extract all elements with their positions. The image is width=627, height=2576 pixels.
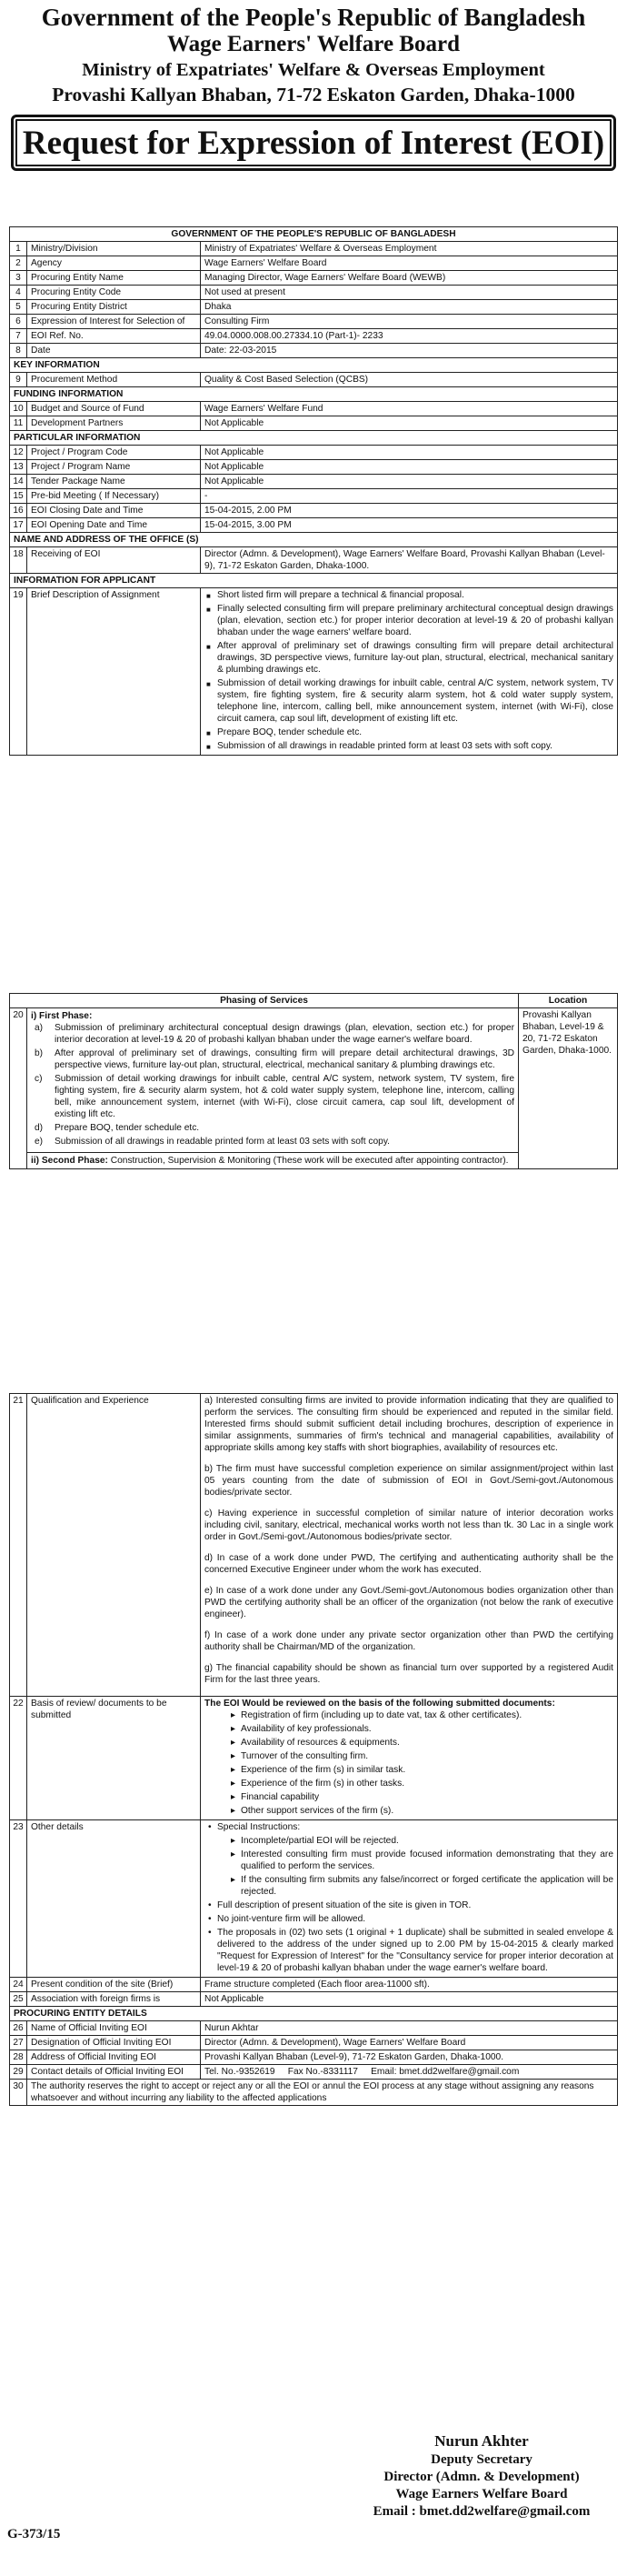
list-item: ■ Prepare BOQ, tender schedule etc. bbox=[217, 727, 613, 738]
qualification-content bbox=[201, 1394, 618, 1697]
second-phase bbox=[27, 1152, 518, 1167]
phasing-content bbox=[27, 1008, 519, 1169]
row-label: Qualification and Experience bbox=[27, 1394, 201, 1697]
ministry-heading: Ministry of Expatriates' Welfare & Overseas Employment bbox=[82, 60, 545, 80]
special-instructions-label: • Special Instructions: bbox=[217, 1821, 613, 1833]
review-heading: The EOI Would be reviewed on the basis of the following submitted documents: bbox=[204, 1699, 555, 1709]
row-value: Managing Director, Wage Earners' Welfare Board (WEWB) bbox=[201, 271, 618, 286]
signatory-designation: Director (Admn. & Development) bbox=[383, 2470, 580, 2484]
row-number: 3 bbox=[10, 271, 27, 286]
row-value: Nurun Akhtar bbox=[201, 2021, 618, 2036]
requirements-table bbox=[9, 1393, 618, 2106]
eoi-banner: Request for Expression of Interest (EOI) bbox=[11, 115, 616, 171]
table-row bbox=[10, 518, 618, 533]
row-number: 11 bbox=[10, 416, 27, 431]
row-number: 22 bbox=[10, 1697, 27, 1820]
row-label: Procuring Entity Name bbox=[27, 271, 201, 286]
row-number: 18 bbox=[10, 547, 27, 574]
signatory-name: Nurun Akhter bbox=[434, 2432, 529, 2450]
table-row bbox=[10, 256, 618, 271]
list-item: ▸ Incomplete/partial EOI will be rejected. bbox=[241, 1835, 613, 1847]
qualification-paragraph: b) The firm must have successful completion experience on similar assignment/project within last 05 years counting from the date of submission of EOI in Govt./Semi-govt./Autonomous bodies/private sector. bbox=[204, 1464, 613, 1498]
signatory-email: Email : bmet.dd2welfare@gmail.com bbox=[373, 2504, 591, 2519]
row-label: Basis of review/ documents to be submitted bbox=[27, 1697, 201, 1820]
row-number: 15 bbox=[10, 489, 27, 504]
location-title: Location bbox=[519, 994, 618, 1008]
review-basis-content bbox=[201, 1697, 618, 1820]
row-value: Frame structure completed (Each floor area-11000 sft). bbox=[201, 1978, 618, 1992]
row-value: - bbox=[201, 489, 618, 504]
list-item: ▸ Availability of key professionals. bbox=[241, 1723, 613, 1735]
second-phase-label: ii) Second Phase: bbox=[31, 1156, 108, 1166]
table-row bbox=[10, 504, 618, 518]
row-value: Wage Earners' Welfare Board bbox=[201, 256, 618, 271]
phase-item-text: Prepare BOQ, tender schedule etc. bbox=[55, 1123, 200, 1133]
row-number: 13 bbox=[10, 460, 27, 475]
row-number: 28 bbox=[10, 2050, 27, 2065]
phase-item bbox=[35, 1122, 514, 1136]
list-item: ■ After approval of preliminary set of drawings consulting firm will prepare detail architectural drawings, 3D perspective views, furniture lay-out plan, structural, electrical, mechanical sanitary & plumbing drawings etc. bbox=[217, 640, 613, 676]
row-label: Address of Official Inviting EOI bbox=[27, 2050, 201, 2065]
phase-item-key: c) bbox=[35, 1074, 43, 1084]
location-value: Provashi Kallyan Bhaban, Level-19 & 20, 71-72 Eskaton Garden, Dhaka-1000. bbox=[519, 1008, 618, 1169]
row-label: Project / Program Code bbox=[27, 446, 201, 460]
row-value: Not Applicable bbox=[201, 1992, 618, 2007]
table-row bbox=[10, 1820, 618, 1978]
phase-item-text: Submission of all drawings in readable printed form at least 03 sets with soft copy. bbox=[55, 1137, 391, 1147]
row-value: Date: 22-03-2015 bbox=[201, 344, 618, 358]
row-label: Procurement Method bbox=[27, 373, 201, 387]
qualification-paragraph: g) The financial capability should be shown as financial turn over supported by a registered Audit Firm for the last three years. bbox=[204, 1663, 613, 1685]
table-row bbox=[10, 475, 618, 489]
table-row bbox=[10, 373, 618, 387]
row-label: Project / Program Name bbox=[27, 460, 201, 475]
list-item: ▸ Availability of resources & equipments. bbox=[241, 1737, 613, 1749]
row-label: Other details bbox=[27, 1820, 201, 1978]
row-number: 23 bbox=[10, 1820, 27, 1978]
signature-block bbox=[345, 2431, 618, 2521]
row-label: EOI Opening Date and Time bbox=[27, 518, 201, 533]
qualification-paragraph: c) Having experience in successful completion of similar nature of interior decoration works including civil, sanitary, electrical, mechanical works worth not less than tk. 30 Lac in a single work order in Govt./Semi-govt./Autonomous bodies/private sector. bbox=[204, 1509, 613, 1542]
table-row bbox=[10, 2021, 618, 2036]
table-row bbox=[10, 446, 618, 460]
table-row bbox=[10, 315, 618, 329]
table-row bbox=[10, 1394, 618, 1697]
list-item: ▸ Turnover of the consulting firm. bbox=[241, 1750, 613, 1762]
row-number: 29 bbox=[10, 2065, 27, 2080]
list-item: ■ Submission of detail working drawings for inbuilt cable, central A/C system, network system, TV system, fire fighting system, fire & security alarm system, hot & cold water supply system, telephone line, intercom, calling bell, mike announcement system, internet (with Wi-Fi), close circuit camera, cap soul lift, development of existing lift etc. bbox=[217, 677, 613, 725]
list-item: ▸ Financial capability bbox=[241, 1791, 613, 1803]
qualification-paragraph: f) In case of a work done under any private sector organization other than PWD the certifying authority shall be Chairman/MD of the organization. bbox=[204, 1630, 613, 1652]
g-number: G-373/15 bbox=[7, 2527, 61, 2541]
row-label: Development Partners bbox=[27, 416, 201, 431]
list-item: ▸ Experience of the firm (s) in other tasks. bbox=[241, 1778, 613, 1789]
row-label: Pre-bid Meeting ( If Necessary) bbox=[27, 489, 201, 504]
table-row bbox=[10, 402, 618, 416]
row-value: 15-04-2015, 2.00 PM bbox=[201, 504, 618, 518]
qualification-paragraph: e) In case of a work done under any Govt./Semi-govt./Autonomous bodies organization other than PWD the certifying authority shall be an officer of the organization (not below the rank of executive engineer). bbox=[204, 1586, 613, 1619]
row-value: Not Applicable bbox=[201, 460, 618, 475]
qualification-paragraph: d) In case of a work done under PWD, The certifying and authenticating authority shall be the concerned Executive Engineer under whom the work has executed. bbox=[204, 1553, 613, 1575]
section-particular-information: PARTICULAR INFORMATION bbox=[10, 431, 618, 446]
table-row bbox=[10, 271, 618, 286]
table-row bbox=[10, 416, 618, 431]
other-details-content bbox=[201, 1820, 618, 1978]
row-label: Expression of Interest for Selection of bbox=[27, 315, 201, 329]
row-number: 27 bbox=[10, 2036, 27, 2050]
row-number: 4 bbox=[10, 286, 27, 300]
row-value: Quality & Cost Based Selection (QCBS) bbox=[201, 373, 618, 387]
phase-item-text: Submission of detail working drawings for inbuilt cable, central A/C system, network system, TV system, fire fighting system, fire & security alarm system, hot & cold water supply system, telephone line, intercom, calling bell, mike announcement system, internet (with Wi-Fi), close circuit camera, cap soul lift, development of existing lift etc. bbox=[55, 1074, 514, 1119]
table-row bbox=[10, 489, 618, 504]
table-row bbox=[10, 2036, 618, 2050]
row-number: 1 bbox=[10, 242, 27, 256]
signatory-title: Deputy Secretary bbox=[431, 2452, 532, 2467]
row-value: Ministry of Expatriates' Welfare & Overseas Employment bbox=[201, 242, 618, 256]
row-value: Provashi Kallyan Bhaban (Level-9), 71-72 Eskaton Garden, Dhaka-1000. bbox=[201, 2050, 618, 2065]
row-number: 14 bbox=[10, 475, 27, 489]
row-label: Date bbox=[27, 344, 201, 358]
board-heading: Wage Earners' Welfare Board bbox=[167, 32, 460, 56]
row-value: Dhaka bbox=[201, 300, 618, 315]
phasing-title: Phasing of Services bbox=[10, 994, 519, 1008]
row-label: Receiving of EOI bbox=[27, 547, 201, 574]
table-row bbox=[10, 2065, 618, 2080]
list-item: • The proposals in (02) two sets (1 original + 1 duplicate) shall be submitted in sealed envelope & delivered to the address of the under signed up to 2.00 PM by 15-04-2015 & clearly marked "Request for Expression of Interest" for the "Consultancy service for proper interior decoration at level-19 & 20 of probashi kallyan bhaban under the wage earner's welfare board. bbox=[217, 1927, 613, 1974]
list-item: ▸ If the consulting firm submits any false/incorrect or forged certificate the application will be rejected. bbox=[241, 1874, 613, 1898]
row-number: 10 bbox=[10, 402, 27, 416]
phase-item-text: After approval of preliminary set of drawings, consulting firm will prepare detail architectural drawings, 3D perspective views, furniture lay-out plan, structural, electrical, mechanical sanitary & plumbing drawings etc. bbox=[55, 1048, 514, 1070]
row-number: 17 bbox=[10, 518, 27, 533]
table-row bbox=[10, 344, 618, 358]
table-row bbox=[10, 588, 618, 756]
row-label: Procuring Entity District bbox=[27, 300, 201, 315]
row-label: EOI Ref. No. bbox=[27, 329, 201, 344]
first-phase-label: i) First Phase: bbox=[31, 1011, 93, 1021]
row-label: Present condition of the site (Brief) bbox=[27, 1978, 201, 1992]
table-row bbox=[10, 242, 618, 256]
phase-item bbox=[35, 1047, 514, 1073]
list-item: • Full description of present situation of the site is given in TOR. bbox=[217, 1899, 613, 1911]
eoi-advertisement bbox=[0, 4, 627, 2576]
list-item: ■ Submission of all drawings in readable printed form at least 03 sets with soft copy. bbox=[217, 740, 613, 752]
row-number: 26 bbox=[10, 2021, 27, 2036]
qualification-paragraph: a) Interested consulting firms are invited to provide information indicating that they are qualified to perform the services. The consulting firm should be experienced and reputed in the similar field. Interested firms should submit sufficient detail including brochures, description of experience in similar assignments, summaries of firm's technical and managerial capabilities, availability of appropriate skills among key staffs with short biographies, availability of resources etc. bbox=[204, 1396, 613, 1453]
phase-item-key: a) bbox=[35, 1023, 44, 1033]
row-label: Budget and Source of Fund bbox=[27, 402, 201, 416]
list-item: ▸ Other support services of the firm (s). bbox=[241, 1805, 613, 1817]
table-row bbox=[10, 547, 618, 574]
row-value: 49.04.0000.008.00.27334.10 (Part-1)- 2233 bbox=[201, 329, 618, 344]
row-label: Contact details of Official Inviting EOI bbox=[27, 2065, 201, 2080]
row-label: Agency bbox=[27, 256, 201, 271]
row-number: 30 bbox=[10, 2080, 27, 2106]
table-row bbox=[10, 1697, 618, 1820]
authority-reservation: The authority reserves the right to accept or reject any or all the EOI or annul the EOI process at any stage without assigning any reasons whatsoever and without incurring any liability to the affected applications bbox=[27, 2080, 618, 2106]
row-label: Association with foreign firms is bbox=[27, 1992, 201, 2007]
phase-item bbox=[35, 1022, 514, 1047]
row-label: EOI Closing Date and Time bbox=[27, 504, 201, 518]
table-row bbox=[10, 1978, 618, 1992]
government-heading: Government of the People's Republic of Bangladesh bbox=[41, 4, 586, 31]
row-number: 2 bbox=[10, 256, 27, 271]
section-key-information: KEY INFORMATION bbox=[10, 358, 618, 373]
row-value: Not Applicable bbox=[201, 416, 618, 431]
list-item: ▸ Registration of firm (including up to date vat, tax & other certificates). bbox=[241, 1709, 613, 1721]
row-number: 24 bbox=[10, 1978, 27, 1992]
row-value: Director (Admn. & Development), Wage Earners' Welfare Board bbox=[201, 2036, 618, 2050]
contact-details: Tel. No.-9352619 Fax No.-8331117 Email: bmet.dd2welfare@gmail.com bbox=[201, 2065, 618, 2080]
list-item: ▸ Interested consulting firm must provide focused information demonstrating that they are qualified to perform the services. bbox=[241, 1849, 613, 1872]
row-number: 20 bbox=[10, 1008, 27, 1169]
address-heading: Provashi Kallyan Bhaban, 71-72 Eskaton Garden, Dhaka-1000 bbox=[52, 84, 575, 105]
row-value: Not Applicable bbox=[201, 446, 618, 460]
assignment-description bbox=[201, 588, 618, 756]
row-label: Designation of Official Inviting EOI bbox=[27, 2036, 201, 2050]
list-item: • No joint-venture firm will be allowed. bbox=[217, 1913, 613, 1925]
section-applicant-information: INFORMATION FOR APPLICANT bbox=[10, 574, 618, 588]
table-row bbox=[10, 1992, 618, 2007]
row-number: 12 bbox=[10, 446, 27, 460]
row-number: 25 bbox=[10, 1992, 27, 2007]
table-row bbox=[10, 329, 618, 344]
row-number: 9 bbox=[10, 373, 27, 387]
section-funding-information: FUNDING INFORMATION bbox=[10, 387, 618, 402]
row-label: Ministry/Division bbox=[27, 242, 201, 256]
table-row bbox=[10, 2050, 618, 2065]
phase-item-key: b) bbox=[35, 1048, 44, 1058]
phase-item bbox=[35, 1136, 514, 1149]
table-title: GOVERNMENT OF THE PEOPLE'S REPUBLIC OF BANGLADESH bbox=[10, 227, 618, 242]
row-value: Not used at present bbox=[201, 286, 618, 300]
table-row bbox=[10, 1008, 618, 1169]
list-item: ■ Finally selected consulting firm will prepare preliminary architectural conceptual design drawings (plan, elevation, section etc.) for proper interior decoration at level-19 & 20 of probashi kallyan bhaban under the wage earners' welfare board. bbox=[217, 603, 613, 638]
row-number: 19 bbox=[10, 588, 27, 756]
phase-item-key: d) bbox=[35, 1123, 44, 1133]
section-procuring-entity: PROCURING ENTITY DETAILS bbox=[10, 2007, 618, 2021]
row-value: Director (Admn. & Development), Wage Earners' Welfare Board, Provashi Kallyan Bhaban (Level-9), 71-72 Eskaton Garden, Dhaka-1000. bbox=[201, 547, 618, 574]
row-label: Procuring Entity Code bbox=[27, 286, 201, 300]
list-item: ■ Short listed firm will prepare a technical & financial proposal. bbox=[217, 589, 613, 601]
table-row bbox=[10, 300, 618, 315]
row-label: Name of Official Inviting EOI bbox=[27, 2021, 201, 2036]
row-label: Tender Package Name bbox=[27, 475, 201, 489]
phase-item-text: Submission of preliminary architectural conceptual design drawings (plan, elevation, section etc.) for proper interior decoration at level-19 & 20 of probashi kallyan bhaban under the wage earner's welfare board. bbox=[55, 1023, 514, 1045]
row-number: 16 bbox=[10, 504, 27, 518]
row-number: 7 bbox=[10, 329, 27, 344]
row-label: Brief Description of Assignment bbox=[27, 588, 201, 756]
second-phase-text: Construction, Supervision & Monitoring (These work will be executed after appointing contractor). bbox=[107, 1156, 509, 1166]
row-number: 6 bbox=[10, 315, 27, 329]
section-office-address: NAME AND ADDRESS OF THE OFFICE (S) bbox=[10, 533, 618, 547]
row-number: 5 bbox=[10, 300, 27, 315]
row-number: 8 bbox=[10, 344, 27, 358]
phase-item bbox=[35, 1073, 514, 1122]
row-value: Consulting Firm bbox=[201, 315, 618, 329]
list-item: ▸ Experience of the firm (s) in similar task. bbox=[241, 1764, 613, 1776]
eoi-table bbox=[9, 226, 618, 756]
table-row bbox=[10, 286, 618, 300]
table-row bbox=[10, 2080, 618, 2106]
row-value: Not Applicable bbox=[201, 475, 618, 489]
row-value: Wage Earners' Welfare Fund bbox=[201, 402, 618, 416]
table-row bbox=[10, 460, 618, 475]
row-number: 21 bbox=[10, 1394, 27, 1697]
row-value: 15-04-2015, 3.00 PM bbox=[201, 518, 618, 533]
phase-item-key: e) bbox=[35, 1137, 44, 1147]
signatory-organization: Wage Earners Welfare Board bbox=[395, 2487, 568, 2501]
phasing-table bbox=[9, 993, 618, 1169]
